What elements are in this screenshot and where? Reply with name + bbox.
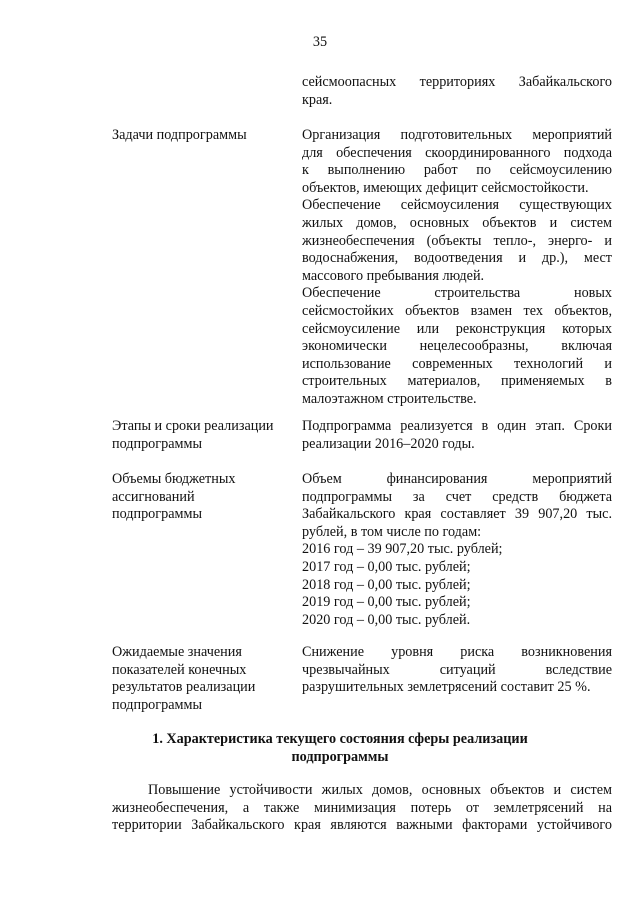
text-line: Снижение уровня риска возникновения xyxy=(302,644,612,660)
text-line: Забайкальского края составляет 39 907,20 тыс. xyxy=(302,506,612,523)
text-line: Организация подготовительных мероприятий xyxy=(302,127,612,143)
row-label xyxy=(112,644,292,714)
label-line: показателей конечных xyxy=(112,661,247,678)
text-line: 2020 год – 0,00 тыс. рублей. xyxy=(302,611,471,628)
text-line: жизнеобеспечения, а также минимизация потерь от землетрясений на xyxy=(112,799,612,816)
row-label xyxy=(112,127,292,145)
text-line: чрезвычайных ситуаций вследствие xyxy=(302,661,612,678)
heading-line: 1. Характеристика текущего состояния сферы реализации xyxy=(152,731,528,747)
body-paragraph xyxy=(112,782,612,835)
text-line: водоснабжения, водоотведения и др.), мест xyxy=(302,250,612,267)
text-line: к выполнению работ по сейсмоусилению xyxy=(302,162,612,179)
text-line: реализации 2016–2020 годы. xyxy=(302,435,475,452)
text-line: территории Забайкальского края являются важными факторами устойчивого xyxy=(112,817,612,834)
label-line: Ожидаемые значения xyxy=(112,644,242,660)
row-label xyxy=(112,471,292,524)
text-line: Повышение устойчивости жилых домов, основных объектов и систем xyxy=(148,782,612,798)
label-line: подпрограммы xyxy=(112,506,202,523)
text-line: жизнеобеспечения (объекты тепло-, энерго- и xyxy=(302,232,612,249)
text-line: разрушительных землетрясений составит 25 %. xyxy=(302,679,591,696)
text-line: 2018 год – 0,00 тыс. рублей; xyxy=(302,576,471,593)
text-line: 2016 год – 39 907,20 тыс. рублей; xyxy=(302,541,503,558)
text-line: объектов, имеющих дефицит сейсмостойкости. xyxy=(302,179,589,196)
text-line: использование современных технологий и xyxy=(302,355,612,372)
text-line: сейсмоусиление или реконструкция которых xyxy=(302,320,612,337)
row-value xyxy=(302,418,612,453)
label-line: ассигнований xyxy=(112,488,195,505)
text-line: 2019 год – 0,00 тыс. рублей; xyxy=(302,594,471,611)
text-line: для обеспечения скоординированного подхода xyxy=(302,144,612,161)
text-line: 2017 год – 0,00 тыс. рублей; xyxy=(302,558,471,575)
text-line: Подпрограмма реализуется в один этап. Сроки xyxy=(302,418,612,434)
label-line: подпрограммы xyxy=(112,435,202,452)
text-line: сейсмоопасных территориях Забайкальского xyxy=(302,74,612,90)
text-line: строительных материалов, применяемых в xyxy=(302,373,612,390)
text-line: подпрограммы за счет средств бюджета xyxy=(302,488,612,505)
label-line: Объемы бюджетных xyxy=(112,471,236,487)
text-line: сейсмостойких объектов взамен тех объектов, xyxy=(302,302,612,319)
row-label xyxy=(112,418,292,453)
row-value xyxy=(302,127,612,409)
row-value xyxy=(302,471,612,629)
text-line: Объем финансирования мероприятий xyxy=(302,471,612,487)
heading-line: подпрограммы xyxy=(291,748,389,765)
text-line: жилых домов, основных объектов и систем xyxy=(302,214,612,231)
label-line: результатов реализации xyxy=(112,679,256,696)
row-value xyxy=(302,644,612,697)
text-line: Обеспечение сейсмоусиления существующих xyxy=(302,197,612,214)
text-line: Обеспечение строительства новых xyxy=(302,285,612,302)
label-line: Этапы и сроки реализации xyxy=(112,418,274,434)
section-heading xyxy=(120,731,560,766)
text-line: массового пребывания людей. xyxy=(302,267,485,284)
text-line: экономически нецелесообразны, включая xyxy=(302,338,612,355)
page-number: 35 xyxy=(312,34,328,50)
text-line: края. xyxy=(302,91,333,108)
text-line: рублей, в том числе по годам: xyxy=(302,523,482,540)
label-line: Задачи подпрограммы xyxy=(112,127,247,143)
label-line: подпрограммы xyxy=(112,696,202,713)
text-line: малоэтажном строительстве. xyxy=(302,390,477,407)
